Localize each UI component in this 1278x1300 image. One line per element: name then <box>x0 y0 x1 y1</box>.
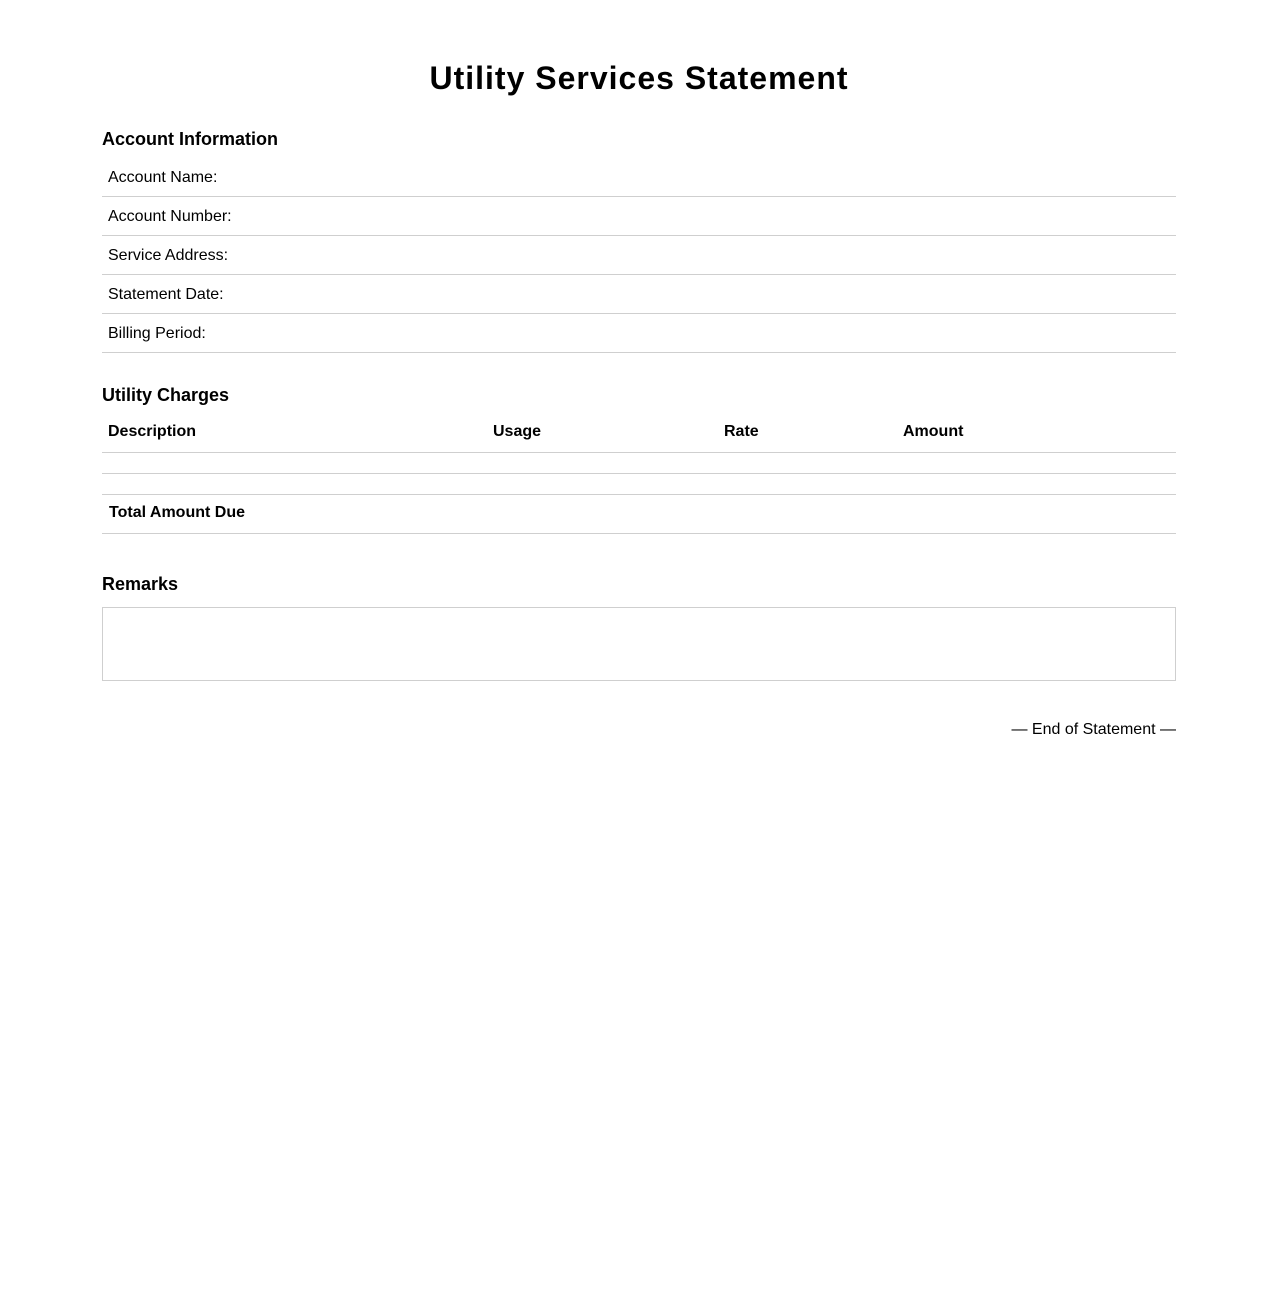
table-row-divider <box>102 473 1176 474</box>
utility-charges-heading: Utility Charges <box>102 385 230 405</box>
column-header-usage: Usage <box>493 423 542 440</box>
statement-date-label: Statement Date: <box>108 286 224 303</box>
total-row <box>102 495 1176 533</box>
account-name-label: Account Name: <box>108 169 218 186</box>
charges-table-header <box>102 422 1176 442</box>
page-title: Utility Services Statement <box>429 60 849 96</box>
account-number-row <box>102 197 1176 236</box>
column-header-amount: Amount <box>903 423 964 440</box>
billing-period-row <box>102 314 1176 353</box>
account-number-label: Account Number: <box>108 208 232 225</box>
total-amount-label: Total Amount Due <box>109 504 245 521</box>
table-header-divider <box>102 452 1176 453</box>
total-row-divider <box>102 533 1176 534</box>
account-info-heading: Account Information <box>102 129 278 149</box>
statement-date-row <box>102 275 1176 314</box>
billing-period-label: Billing Period: <box>108 325 206 342</box>
column-header-rate: Rate <box>724 423 759 440</box>
service-address-label: Service Address: <box>108 247 229 264</box>
end-of-statement-note: — End of Statement — <box>1011 721 1176 738</box>
account-name-row <box>102 158 1176 197</box>
remarks-heading: Remarks <box>102 574 179 594</box>
service-address-row <box>102 236 1176 275</box>
column-header-description: Description <box>108 423 197 440</box>
remarks-box <box>102 607 1176 681</box>
